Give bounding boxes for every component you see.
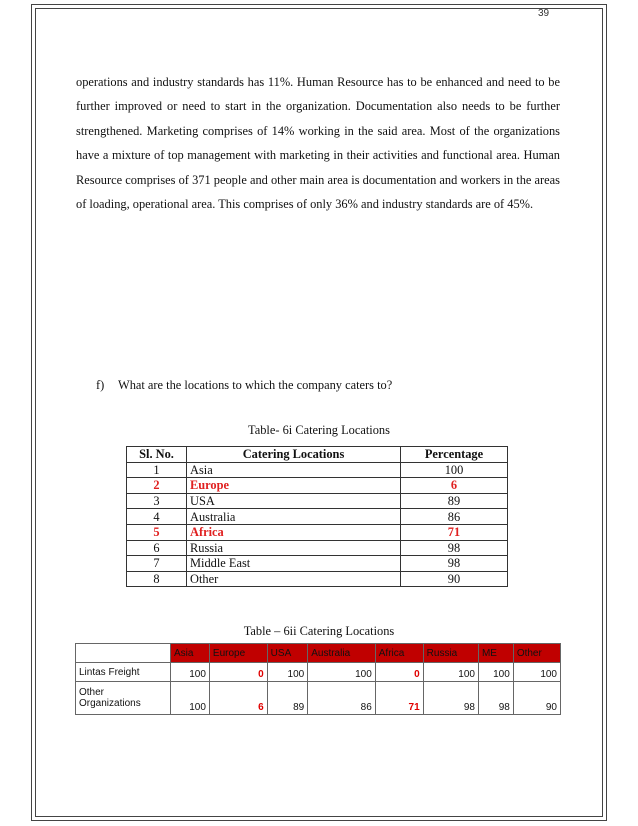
column-header-location: Catering Locations [187, 447, 401, 463]
sl-cell: 8 [127, 571, 187, 587]
column-header-percentage: Percentage [401, 447, 508, 463]
sl-cell: 1 [127, 462, 187, 478]
value-cell: 6 [209, 682, 267, 715]
column-header-russia: Russia [423, 644, 478, 663]
column-header-sl-no: Sl. No. [127, 447, 187, 463]
column-header-usa: USA [267, 644, 308, 663]
percentage-cell: 100 [401, 462, 508, 478]
percentage-cell: 98 [401, 540, 508, 556]
location-cell: Middle East [187, 556, 401, 572]
table-row [76, 663, 561, 682]
percentage-cell: 6 [401, 478, 508, 494]
percentage-cell: 98 [401, 556, 508, 572]
column-header-blank [76, 644, 171, 663]
sl-cell: 6 [127, 540, 187, 556]
location-cell: Asia [187, 462, 401, 478]
question-label: f) [96, 378, 105, 392]
location-cell: Australia [187, 509, 401, 525]
value-cell: 71 [375, 682, 423, 715]
value-cell: 89 [267, 682, 308, 715]
value-cell: 0 [209, 663, 267, 682]
table-row [127, 556, 508, 572]
body-paragraph: operations and industry standards has 11%. Human Resource has to be enhanced and need to be further improved or need to start in the organization. Documentation also needs to be further strengthened. Marketing comprises of 14% working in the said area. Most of the organizations have a mixture of top management with marketing in their activities and functional area. Human Resource comprises of 371 people and other main area is documentation and workers in the areas of loading, operational area. This comprises of only 36% and industry standards are of 45%. [76, 75, 560, 212]
value-cell: 0 [375, 663, 423, 682]
location-cell: Africa [187, 524, 401, 540]
row-name-cell: Lintas Freight [76, 663, 171, 682]
sl-cell: 4 [127, 509, 187, 525]
location-cell: USA [187, 493, 401, 509]
row-name-cell: Other Organizations [76, 682, 171, 715]
question-text: What are the locations to which the company caters to? [118, 378, 393, 392]
location-cell: Russia [187, 540, 401, 556]
table-row [127, 493, 508, 509]
table-row [127, 524, 508, 540]
sl-cell: 2 [127, 478, 187, 494]
catering-comparison-table [75, 643, 561, 715]
table-row [127, 571, 508, 587]
location-cell: Other [187, 571, 401, 587]
table1-caption: Table- 6i Catering Locations [248, 423, 390, 437]
sl-cell: 5 [127, 524, 187, 540]
sl-cell: 7 [127, 556, 187, 572]
value-cell: 100 [267, 663, 308, 682]
value-cell: 100 [171, 682, 210, 715]
sl-cell: 3 [127, 493, 187, 509]
value-cell: 100 [423, 663, 478, 682]
column-header-africa: Africa [375, 644, 423, 663]
value-cell: 100 [513, 663, 560, 682]
column-header-europe: Europe [209, 644, 267, 663]
table-row [127, 509, 508, 525]
column-header-australia: Australia [308, 644, 376, 663]
table-row [127, 540, 508, 556]
catering-locations-table [126, 446, 508, 587]
value-cell: 86 [308, 682, 376, 715]
table-header-row [127, 447, 508, 463]
column-header-asia: Asia [171, 644, 210, 663]
value-cell: 90 [513, 682, 560, 715]
percentage-cell: 71 [401, 524, 508, 540]
percentage-cell: 90 [401, 571, 508, 587]
value-cell: 98 [423, 682, 478, 715]
value-cell: 100 [171, 663, 210, 682]
location-cell: Europe [187, 478, 401, 494]
table-row [127, 478, 508, 494]
value-cell: 100 [478, 663, 513, 682]
table-row [127, 462, 508, 478]
table-row [76, 682, 561, 715]
page-number: 39 [538, 8, 550, 19]
question [96, 378, 536, 393]
column-header-me: ME [478, 644, 513, 663]
percentage-cell: 89 [401, 493, 508, 509]
column-header-other: Other [513, 644, 560, 663]
table2-caption: Table – 6ii Catering Locations [243, 624, 395, 638]
percentage-cell: 86 [401, 509, 508, 525]
value-cell: 100 [308, 663, 376, 682]
table-header-row [76, 644, 561, 663]
value-cell: 98 [478, 682, 513, 715]
